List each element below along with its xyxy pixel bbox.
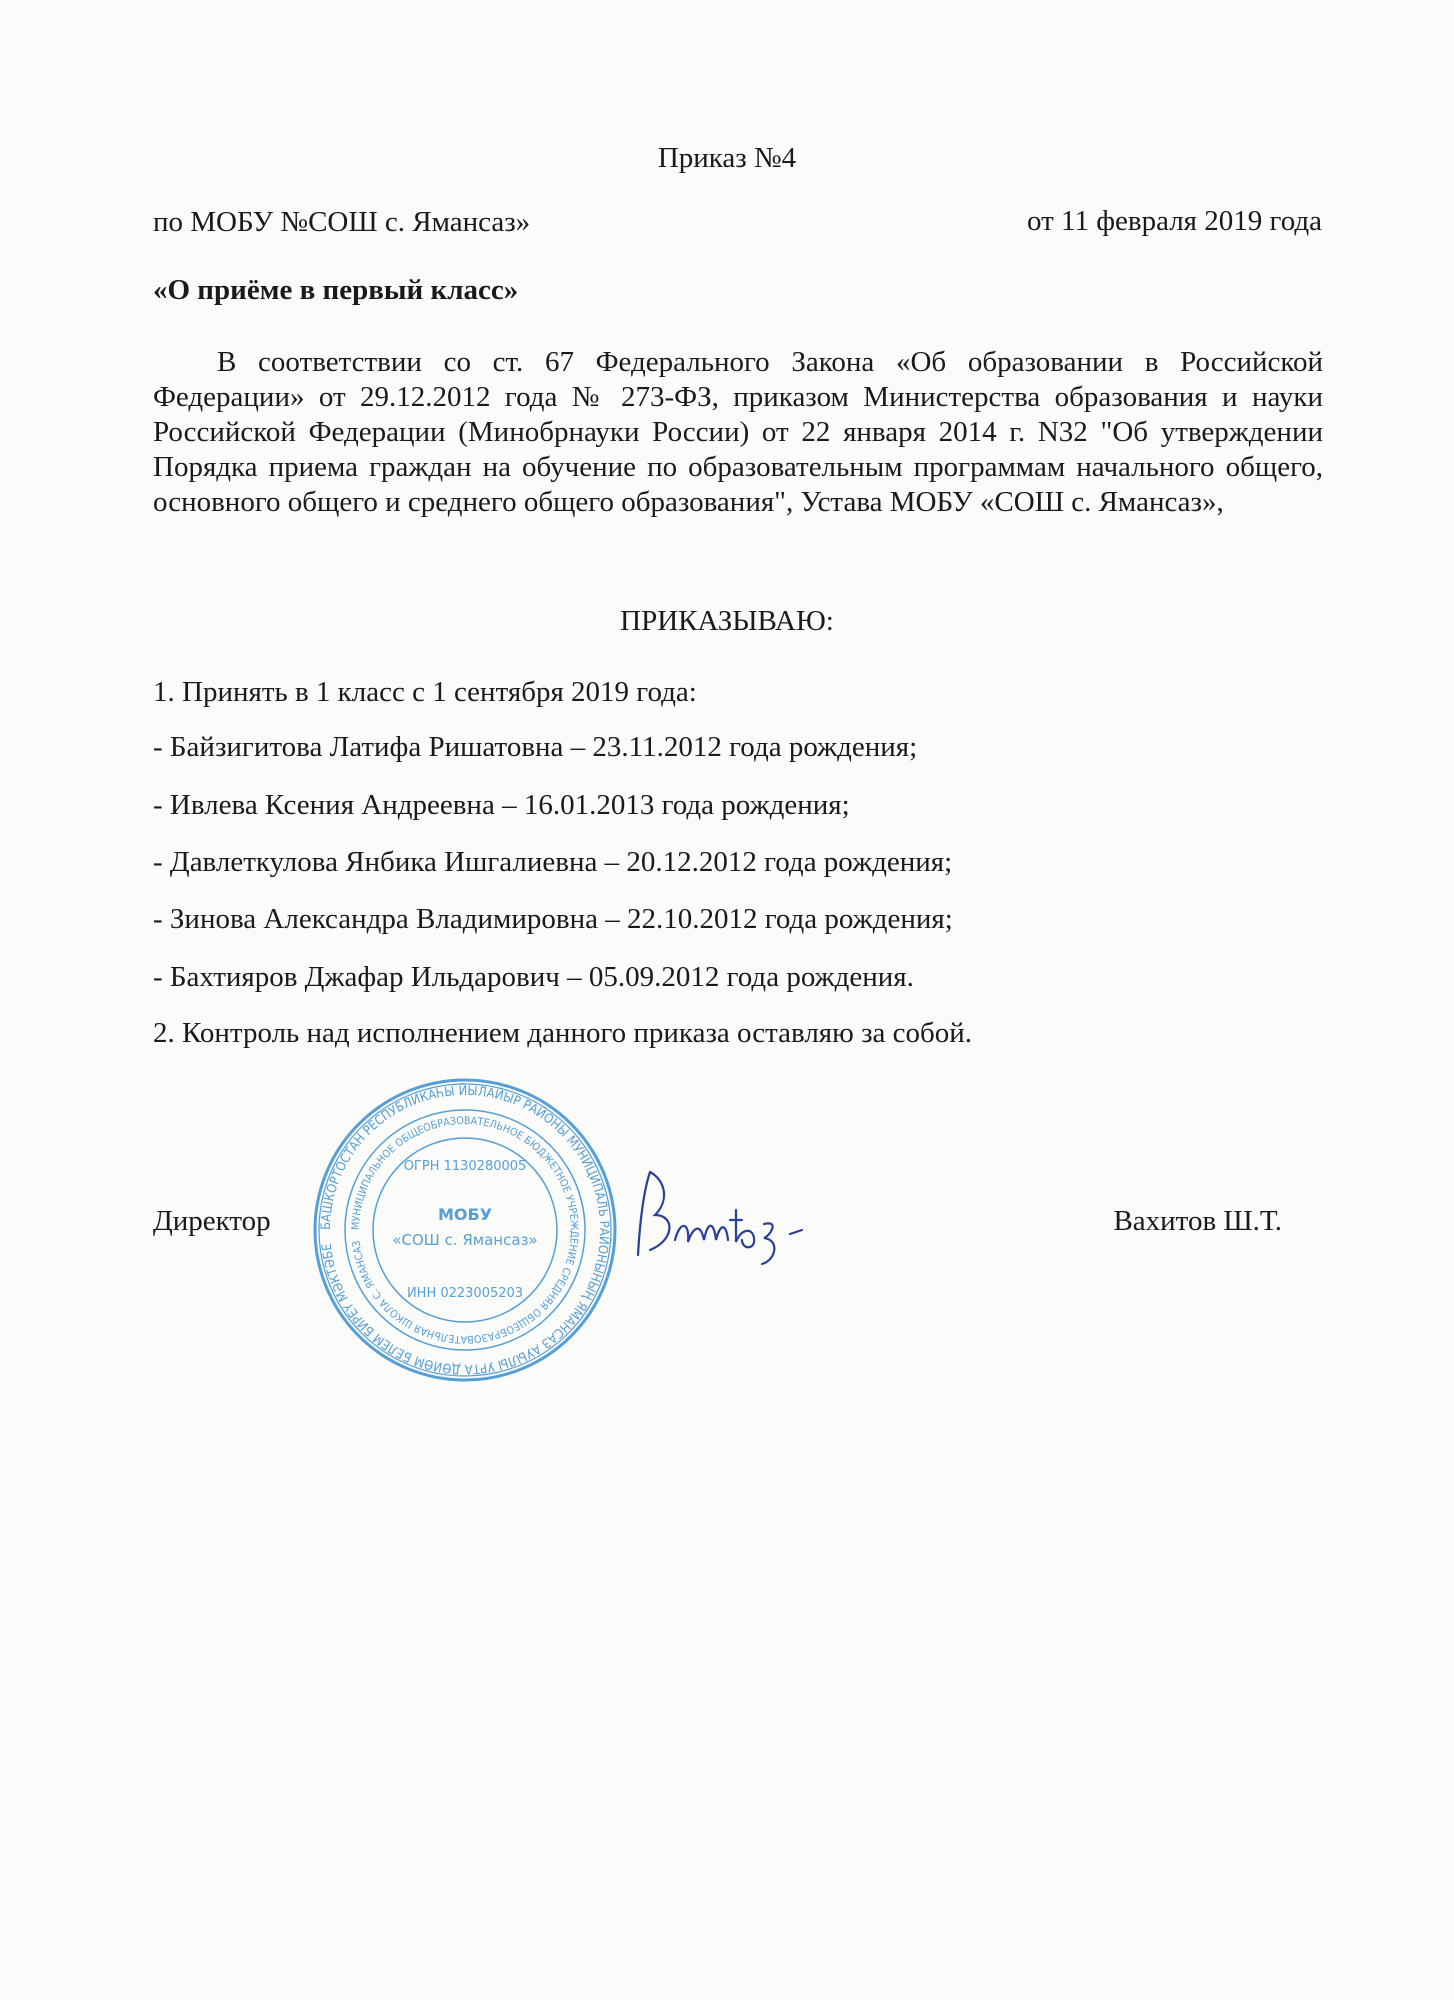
official-stamp <box>310 1075 620 1385</box>
stamp-outer-text: БАШКОРТОСТАН РЕСПУБЛИКАҺЫ ЙЫЛАЙЫР РАЙОНЫ МУНИЦИПАЛЬ РАЙОНЫНЫҢ ЯМАНСАЗ АУЫЛЫ УРТА ДӨЙӨМ БЕЛЕМ БИРЕҮ МӘКТӘБЕ <box>318 1083 612 1377</box>
stamp-center-line2: «СОШ с. Ямансаз» <box>392 1231 538 1249</box>
svg-text:МУНИЦИПАЛЬНОЕ ОБЩЕОБРАЗОВАТЕЛЬ <box>350 1115 580 1345</box>
stamp-center-line1: МОБУ <box>437 1205 493 1224</box>
document-title: Приказ №4 <box>657 142 797 174</box>
signer-title: Директор <box>153 1205 271 1237</box>
document-subject: «О приёме в первый класс» <box>153 274 519 306</box>
item-1: 1. Принять в 1 класс с 1 сентября 2019 года: <box>153 676 697 708</box>
student-item: - Бахтияров Джафар Ильдарович – 05.09.2012 года рождения. <box>153 961 914 993</box>
signer-name: Вахитов Ш.Т. <box>1113 1205 1282 1237</box>
stamp-inn: ИНН 0223005203 <box>406 1286 524 1301</box>
student-item: - Байзигитова Латифа Ришатовна – 23.11.2012 года рождения; <box>153 731 918 763</box>
order-word: ПРИКАЗЫВАЮ: <box>620 605 834 637</box>
document-date: от 11 февраля 2019 года <box>1027 205 1322 237</box>
stamp-ogrn: ОГРН 1130280005 <box>403 1159 527 1174</box>
student-item: - Зинова Александра Владимировна – 22.10.2012 года рождения; <box>153 903 953 935</box>
item-2: 2. Контроль над исполнением данного приказа оставляю за собой. <box>153 1017 973 1049</box>
organization: по МОБУ №СОШ с. Ямансаз» <box>153 206 531 238</box>
student-item: - Давлеткулова Янбика Ишгалиевна – 20.12.2012 года рождения; <box>153 846 953 878</box>
stamp-inner-text: МУНИЦИПАЛЬНОЕ ОБЩЕОБРАЗОВАТЕЛЬНОЕ БЮДЖЕТНОЕ УЧРЕЖДЕНИЕ СРЕДНЯЯ ОБЩЕОБРАЗОВАТЕЛЬНАЯ ШКОЛА С. ЯМАНСАЗ <box>349 1114 581 1346</box>
director-signature <box>630 1160 850 1270</box>
preamble: В соответствии со ст. 67 Федерального Закона «Об образовании в Российской Федерации» от 29.12.2012 года № 273-ФЗ, приказом Министерства образования и науки Российской Федерации (Минобрнауки России) от 22 января 2014 г. N32 "Об утверждении Порядка приема граждан на обучение по образовательным программам начального общего, основного общего и среднего общего образования", Устава МОБУ «СОШ с. Ямансаз», <box>153 346 1323 518</box>
student-item: - Ивлева Ксения Андреевна – 16.01.2013 года рождения; <box>153 789 850 821</box>
